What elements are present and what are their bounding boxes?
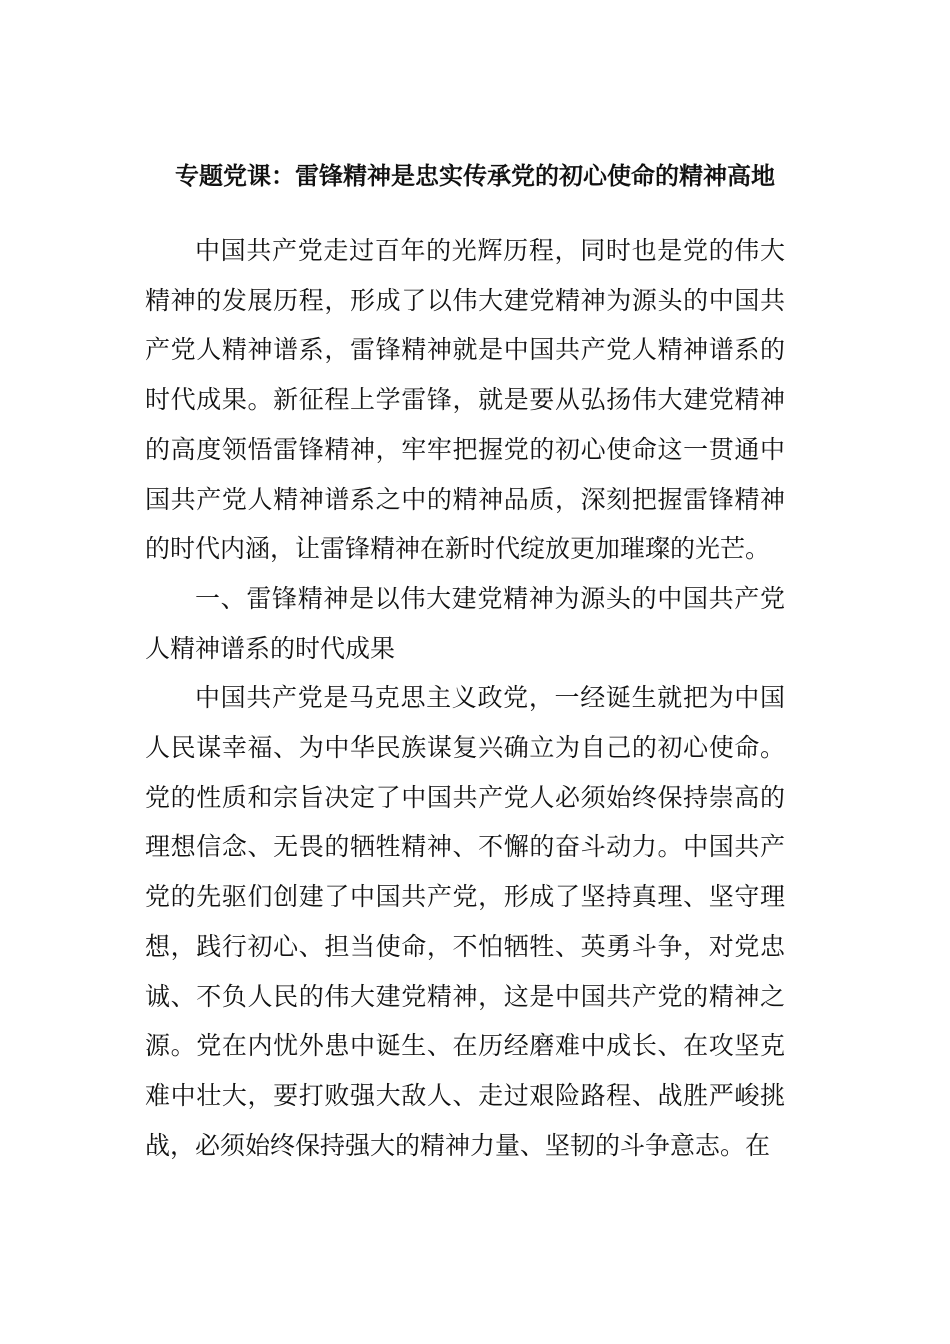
intro-paragraph: 中国共产党走过百年的光辉历程，同时也是党的伟大精神的发展历程，形成了以伟大建党精神为源头的中国共产党人精神谱系，雷锋精神就是中国共产党人精神谱系的时代成果。新征程上学雷锋，就是要从弘扬伟大建党精神的高度领悟雷锋精神，牢牢把握党的初心使命这一贯通中国共产党人精神谱系之中的精神品质，深刻把握雷锋精神的时代内涵，让雷锋精神在新时代绽放更加璀璨的光芒。 <box>145 236 785 564</box>
section-heading: 一、雷锋精神是以伟大建党精神为源头的中国共产党人精神谱系的时代成果 <box>145 583 785 663</box>
document-body <box>145 226 785 1170</box>
body-paragraph: 中国共产党是马克思主义政党，一经诞生就把为中国人民谋幸福、为中华民族谋复兴确立为自己的初心使命。党的性质和宗旨决定了中国共产党人必须始终保持崇高的理想信念、无畏的牺牲精神、不懈的奋斗动力。中国共产党的先驱们创建了中国共产党，形成了坚持真理、坚守理想，践行初心、担当使命，不怕牺牲、英勇斗争，对党忠诚、不负人民的伟大建党精神，这是中国共产党的精神之源。党在内忧外患中诞生、在历经磨难中成长、在攻坚克难中壮大，要打败强大敌人、走过艰险路程、战胜严峻挑战，必须始终保持强大的精神力量、坚韧的斗争意志。在 <box>145 683 785 1160</box>
document-title: 专题党课：雷锋精神是忠实传承党的初心使命的精神高地 <box>175 162 775 190</box>
